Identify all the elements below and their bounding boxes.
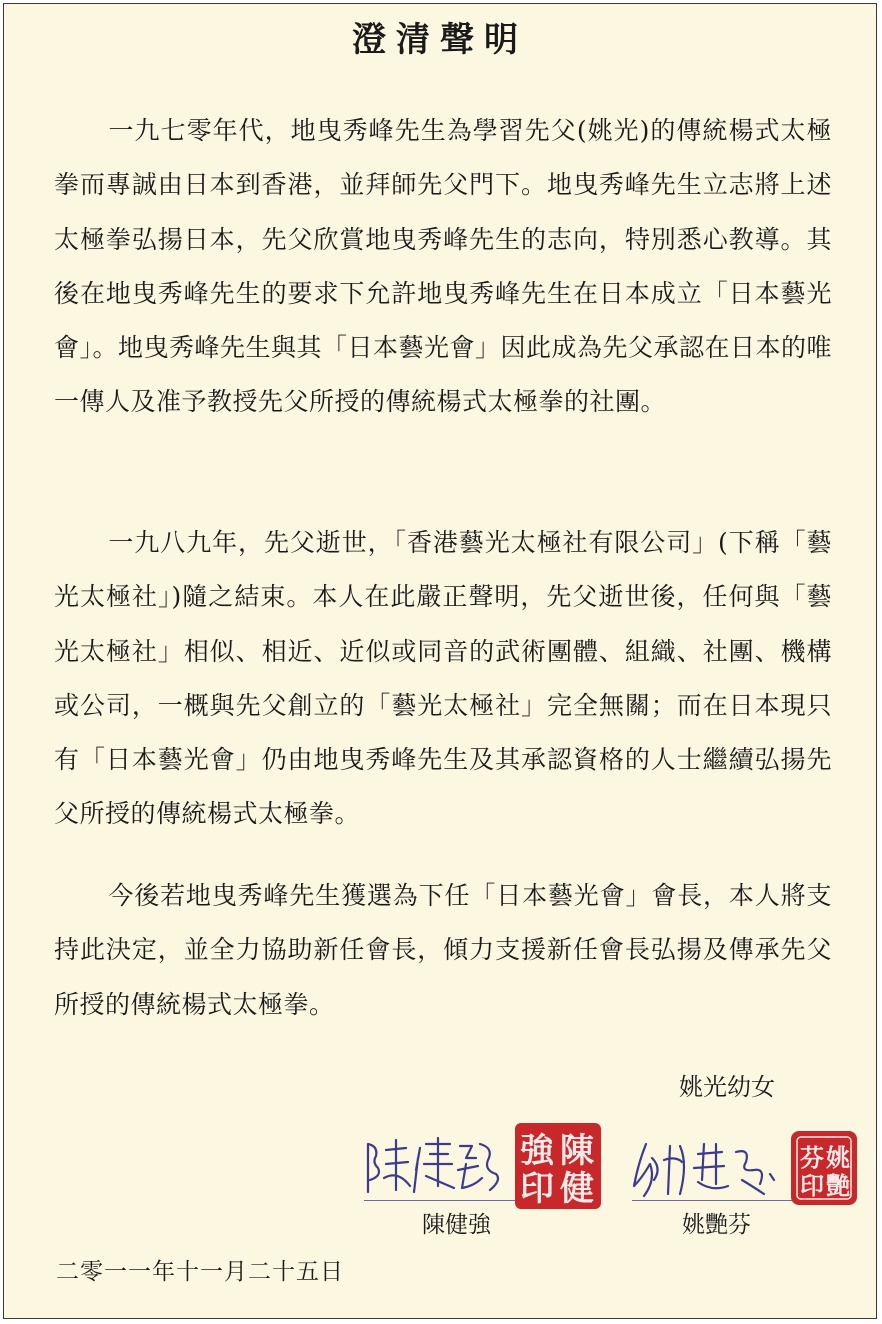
svg-text:陳: 陳 (560, 1131, 594, 1171)
paragraph-2-text: 一九八九年，先父逝世，「香港藝光太極社有限公司」(下稱「藝光太極社」)隨之結束。本人在此嚴正聲明，先父逝世後，任何與「藝光太極社」相似、相近、近似或同音的武術團體、組織、社團、機構或公司，一概與先父創立的「藝光太極社」完全無關；而在日本現只有「日本藝光會」仍由地曳秀峰先生及其承認資格的人士繼續弘揚先父所授的傳統楊式太極拳。 (54, 528, 832, 829)
svg-text:姚: 姚 (826, 1143, 850, 1172)
svg-text:健: 健 (560, 1169, 594, 1209)
paragraph-2 (54, 516, 832, 842)
document-title: 澄清聲明 (352, 20, 528, 60)
seal-1-stamp (512, 1120, 604, 1212)
signature-1-handwriting (354, 1130, 514, 1200)
signatory-relation: 姚光幼女 (679, 1073, 775, 1101)
document-date: 二零一一年十一月二十五日 (56, 1259, 344, 1285)
svg-text:艷: 艷 (826, 1171, 850, 1200)
svg-text:芬: 芬 (800, 1143, 824, 1172)
statement-document (3, 3, 877, 1319)
svg-text:強: 強 (520, 1131, 554, 1171)
signatory-1-name: 陳健強 (422, 1212, 491, 1238)
svg-text:印: 印 (520, 1169, 554, 1209)
paragraph-1-text: 一九七零年代，地曳秀峰先生為學習先父(姚光)的傳統楊式太極拳而專誠由日本到香港，並拜師先父門下。地曳秀峰先生立志將上述太極拳弘揚日本，先父欣賞地曳秀峰先生的志向，特別悉心教導。其後在地曳秀峰先生的要求下允許地曳秀峰先生在日本成立「日本藝光會」。地曳秀峰先生與其「日本藝光會」因此成為先父承認在日本的唯一傳人及准予教授先父所授的傳統楊式太極拳的社團。 (54, 116, 833, 417)
seal-2-stamp (788, 1128, 860, 1208)
signature-2-handwriting (624, 1134, 794, 1204)
signature-line-1 (364, 1200, 524, 1201)
svg-text:印: 印 (800, 1171, 824, 1200)
paragraph-3-text: 今後若地曳秀峰先生獲選為下任「日本藝光會」會長，本人將支持此決定，並全力協助新任會長，傾力支援新任會長弘揚及傳承先父所授的傳統楊式太極拳。 (54, 881, 832, 1019)
signatory-2-name: 姚艷芬 (682, 1212, 751, 1238)
signature-line-2 (632, 1200, 794, 1201)
paragraph-1 (54, 104, 832, 430)
paragraph-3 (54, 869, 832, 1032)
